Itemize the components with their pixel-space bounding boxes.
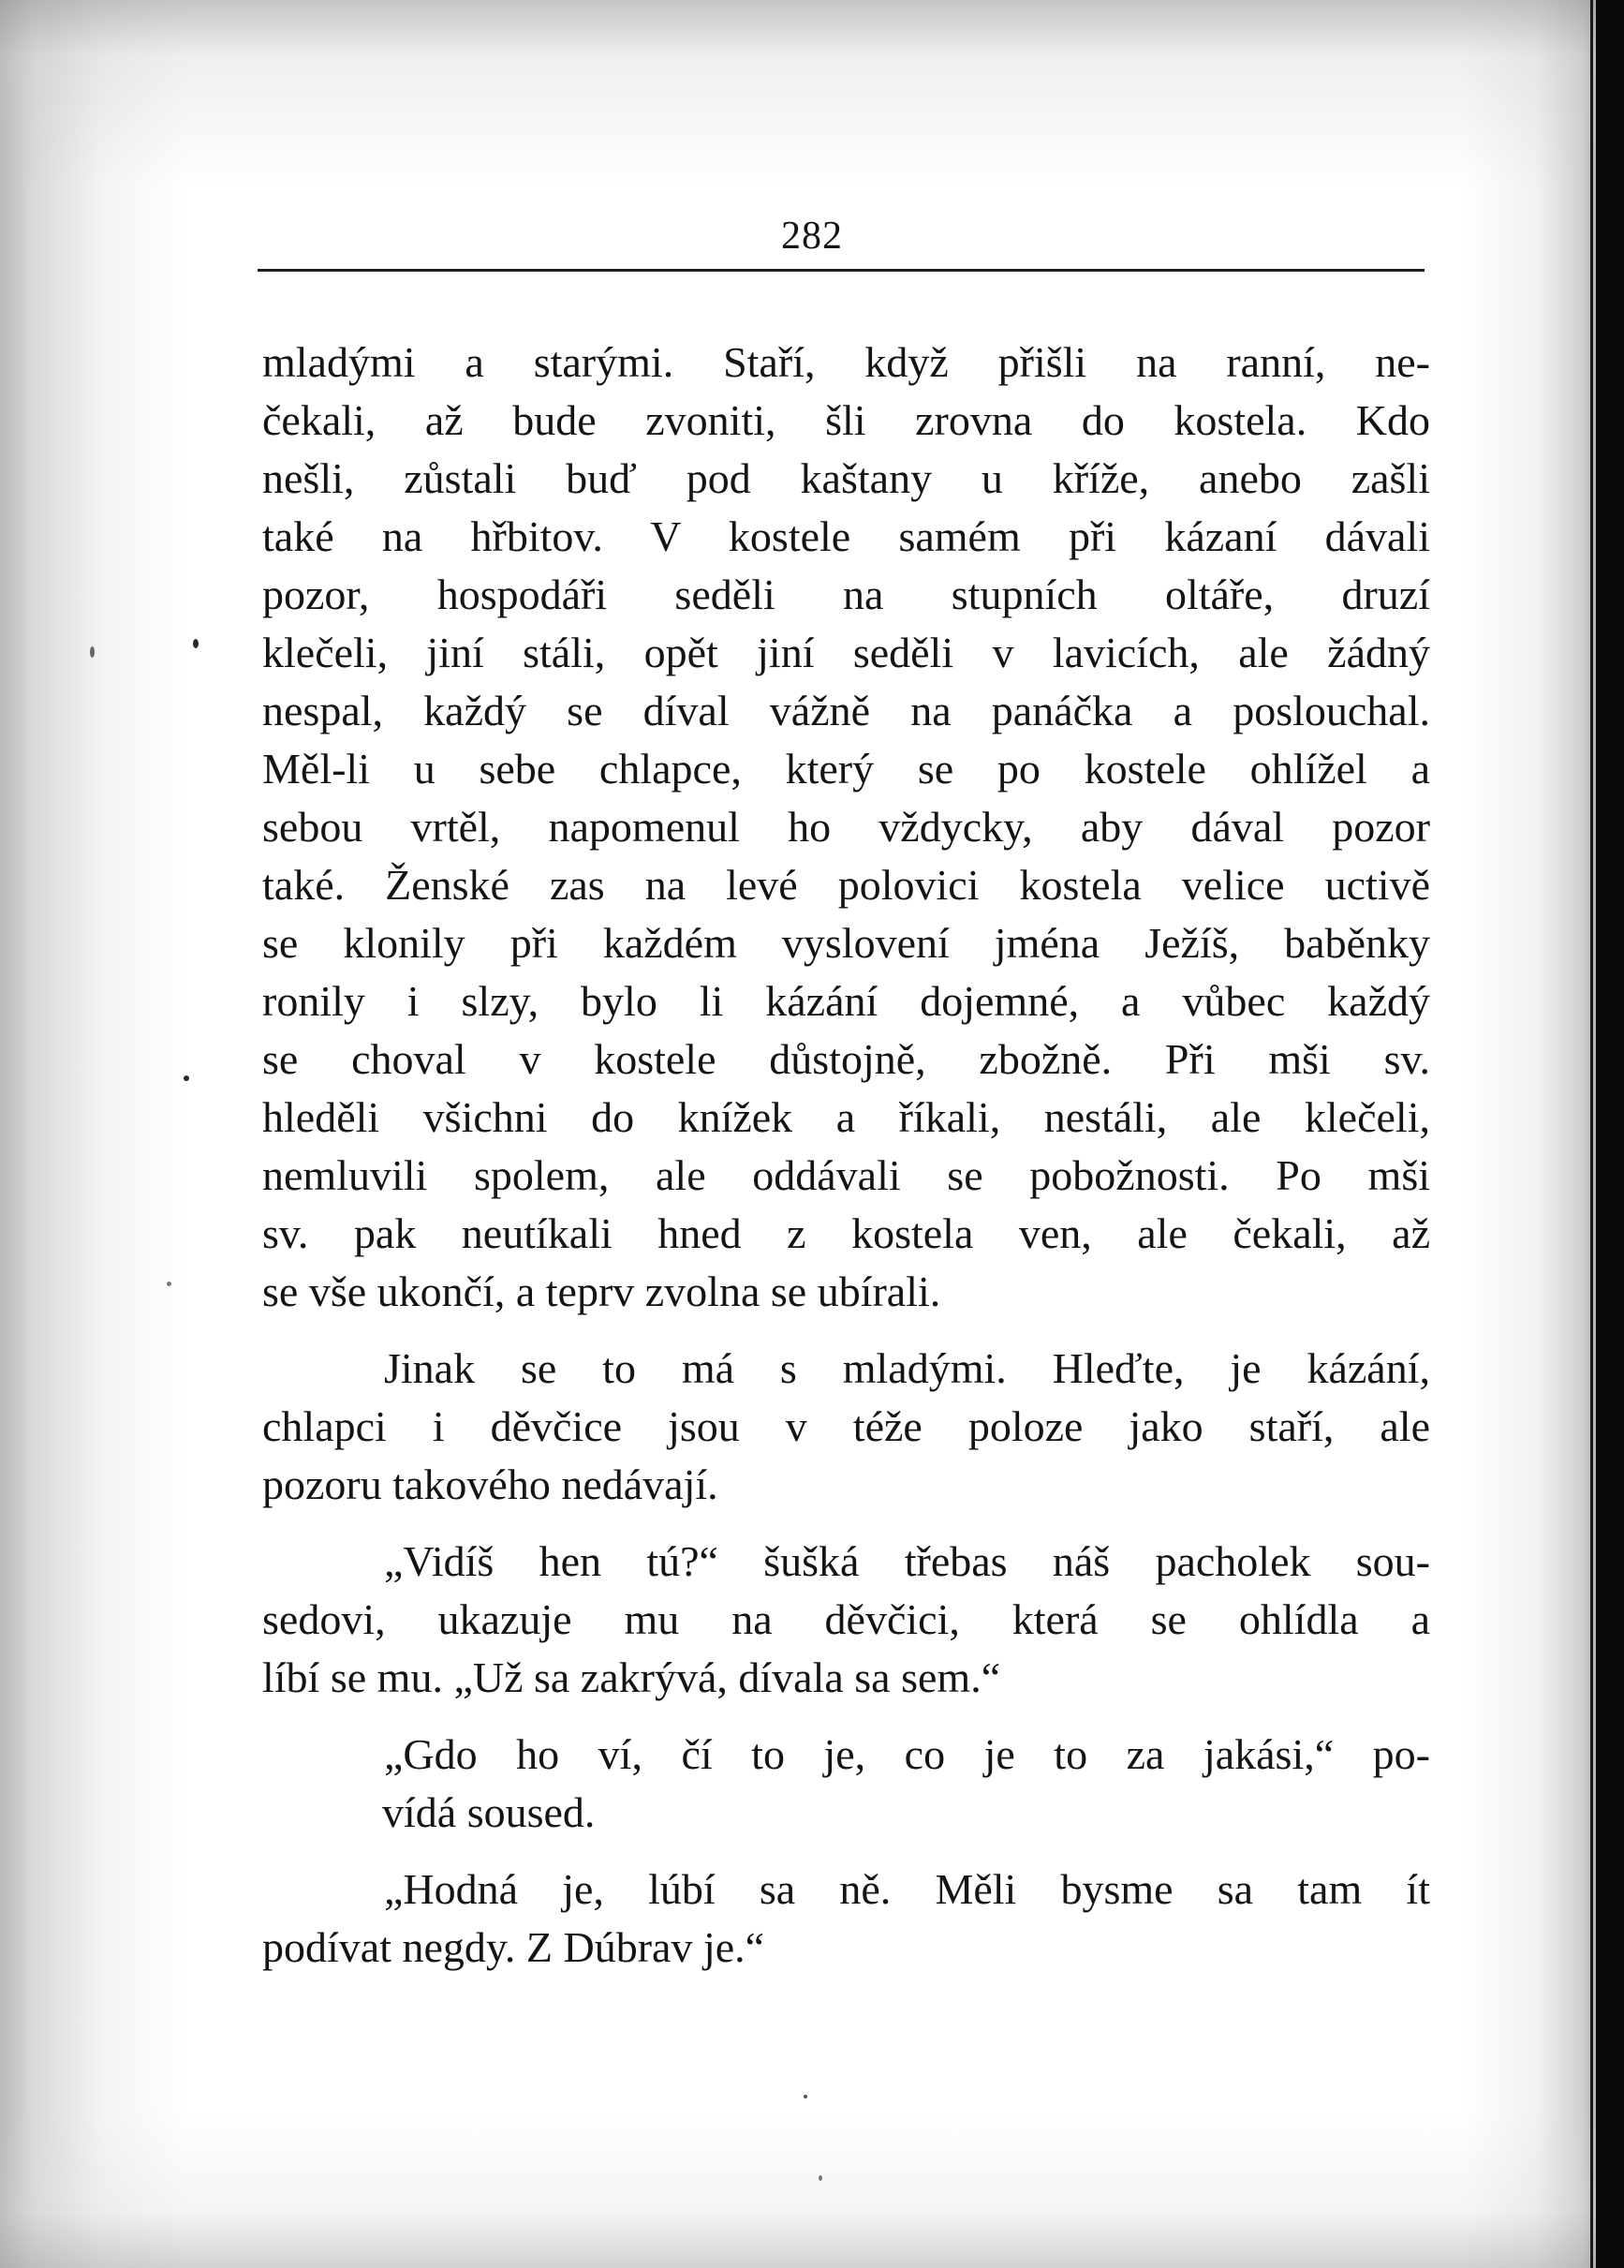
paragraph-gap [262, 1842, 1430, 1860]
paragraph [262, 1860, 1430, 1977]
page-edge-line [1590, 0, 1593, 2268]
text-line: také. Ženské zas na levé polovici kostela velice uctivě [262, 861, 1430, 909]
paragraph [262, 1533, 1430, 1707]
text-line: také na hřbitov. V kostele samém při kázaní dávali [262, 512, 1430, 560]
text-line: Jinak se to má s mladými. Hleďte, je kázání, [384, 1344, 1430, 1392]
text-line: nespal, každý se díval vážně na panáčka a poslouchal. [262, 687, 1430, 734]
text-line: „Vidíš hen tú?“ šušká třebas náš pacholek sou- [384, 1537, 1430, 1585]
text-line: pozor, hospodáři seděli na stupních oltáře, druzí [262, 571, 1430, 618]
text-line: ronily i slzy, bylo li kázání dojemné, a vůbec každý [262, 977, 1430, 1025]
text-line: klečeli, jiní stáli, opět jiní seděli v lavicích, ale žádný [262, 629, 1430, 676]
text-line: nemluvili spolem, ale oddávali se pobožnosti. Po mši [262, 1151, 1430, 1199]
paragraph-gap [262, 1514, 1430, 1533]
scan-speck [90, 646, 95, 658]
book-binding-edge [1596, 0, 1624, 2268]
paragraph [262, 1726, 1430, 1842]
page-number: 282 [781, 215, 843, 258]
text-line: chlapci i děvčice jsou v téže poloze jako staří, ale [262, 1402, 1430, 1450]
text-line: čekali, až bude zvoniti, šli zrovna do kostela. Kdo [262, 396, 1430, 444]
text-line: Měl-li u sebe chlapce, který se po kostele ohlížel a [262, 745, 1430, 793]
text-line: sebou vrtěl, napomenul ho vždycky, aby dával pozor [262, 803, 1430, 851]
text-line: sv. pak neutíkali hned z kostela ven, ale čekali, až [262, 1209, 1430, 1257]
scan-speck [819, 2175, 822, 2181]
body-text [262, 334, 1430, 1977]
bottom-scan-shadow [0, 2109, 1624, 2268]
paragraph-gap [262, 1707, 1430, 1726]
scan-speck [804, 2095, 807, 2098]
top-scan-shadow [0, 0, 1624, 187]
text-line: vídá soused. [382, 1788, 596, 1836]
text-line: „Gdo ho ví, čí to je, co je to za jakási,“ po- [384, 1730, 1430, 1778]
text-line: hleděli všichni do knížek a říkali, nestáli, ale klečeli, [262, 1093, 1430, 1141]
header-rule [258, 269, 1425, 272]
text-line: nešli, zůstali buď pod kaštany u kříže, anebo zašli [262, 454, 1430, 502]
text-line: pozoru takového nedávají. [262, 1460, 718, 1508]
text-line: mladými a starými. Staří, když přišli na ranní, ne- [262, 338, 1430, 386]
scan-speck [184, 1075, 189, 1081]
text-line: se choval v kostele důstojně, zbožně. Při mši sv. [262, 1035, 1430, 1083]
scan-speck [167, 1282, 171, 1286]
text-line: se klonily při každém vyslovení jména Ježíš, baběnky [262, 919, 1430, 967]
paragraph [262, 334, 1430, 1321]
text-line: líbí se mu. „Už sa zakrývá, dívala sa sem.“ [262, 1653, 1001, 1701]
scan-speck [193, 639, 199, 648]
text-line: se vše ukončí, a teprv zvolna se ubírali. [262, 1267, 941, 1315]
text-line: podívat negdy. Z Dúbrav je.“ [262, 1923, 765, 1971]
paragraph [262, 1340, 1430, 1514]
text-line: „Hodná je, lúbí sa ně. Měli bysme sa tam ít [384, 1865, 1430, 1913]
text-line: sedovi, ukazuje mu na děvčici, která se ohlídla a [262, 1595, 1430, 1643]
paragraph-gap [262, 1321, 1430, 1340]
